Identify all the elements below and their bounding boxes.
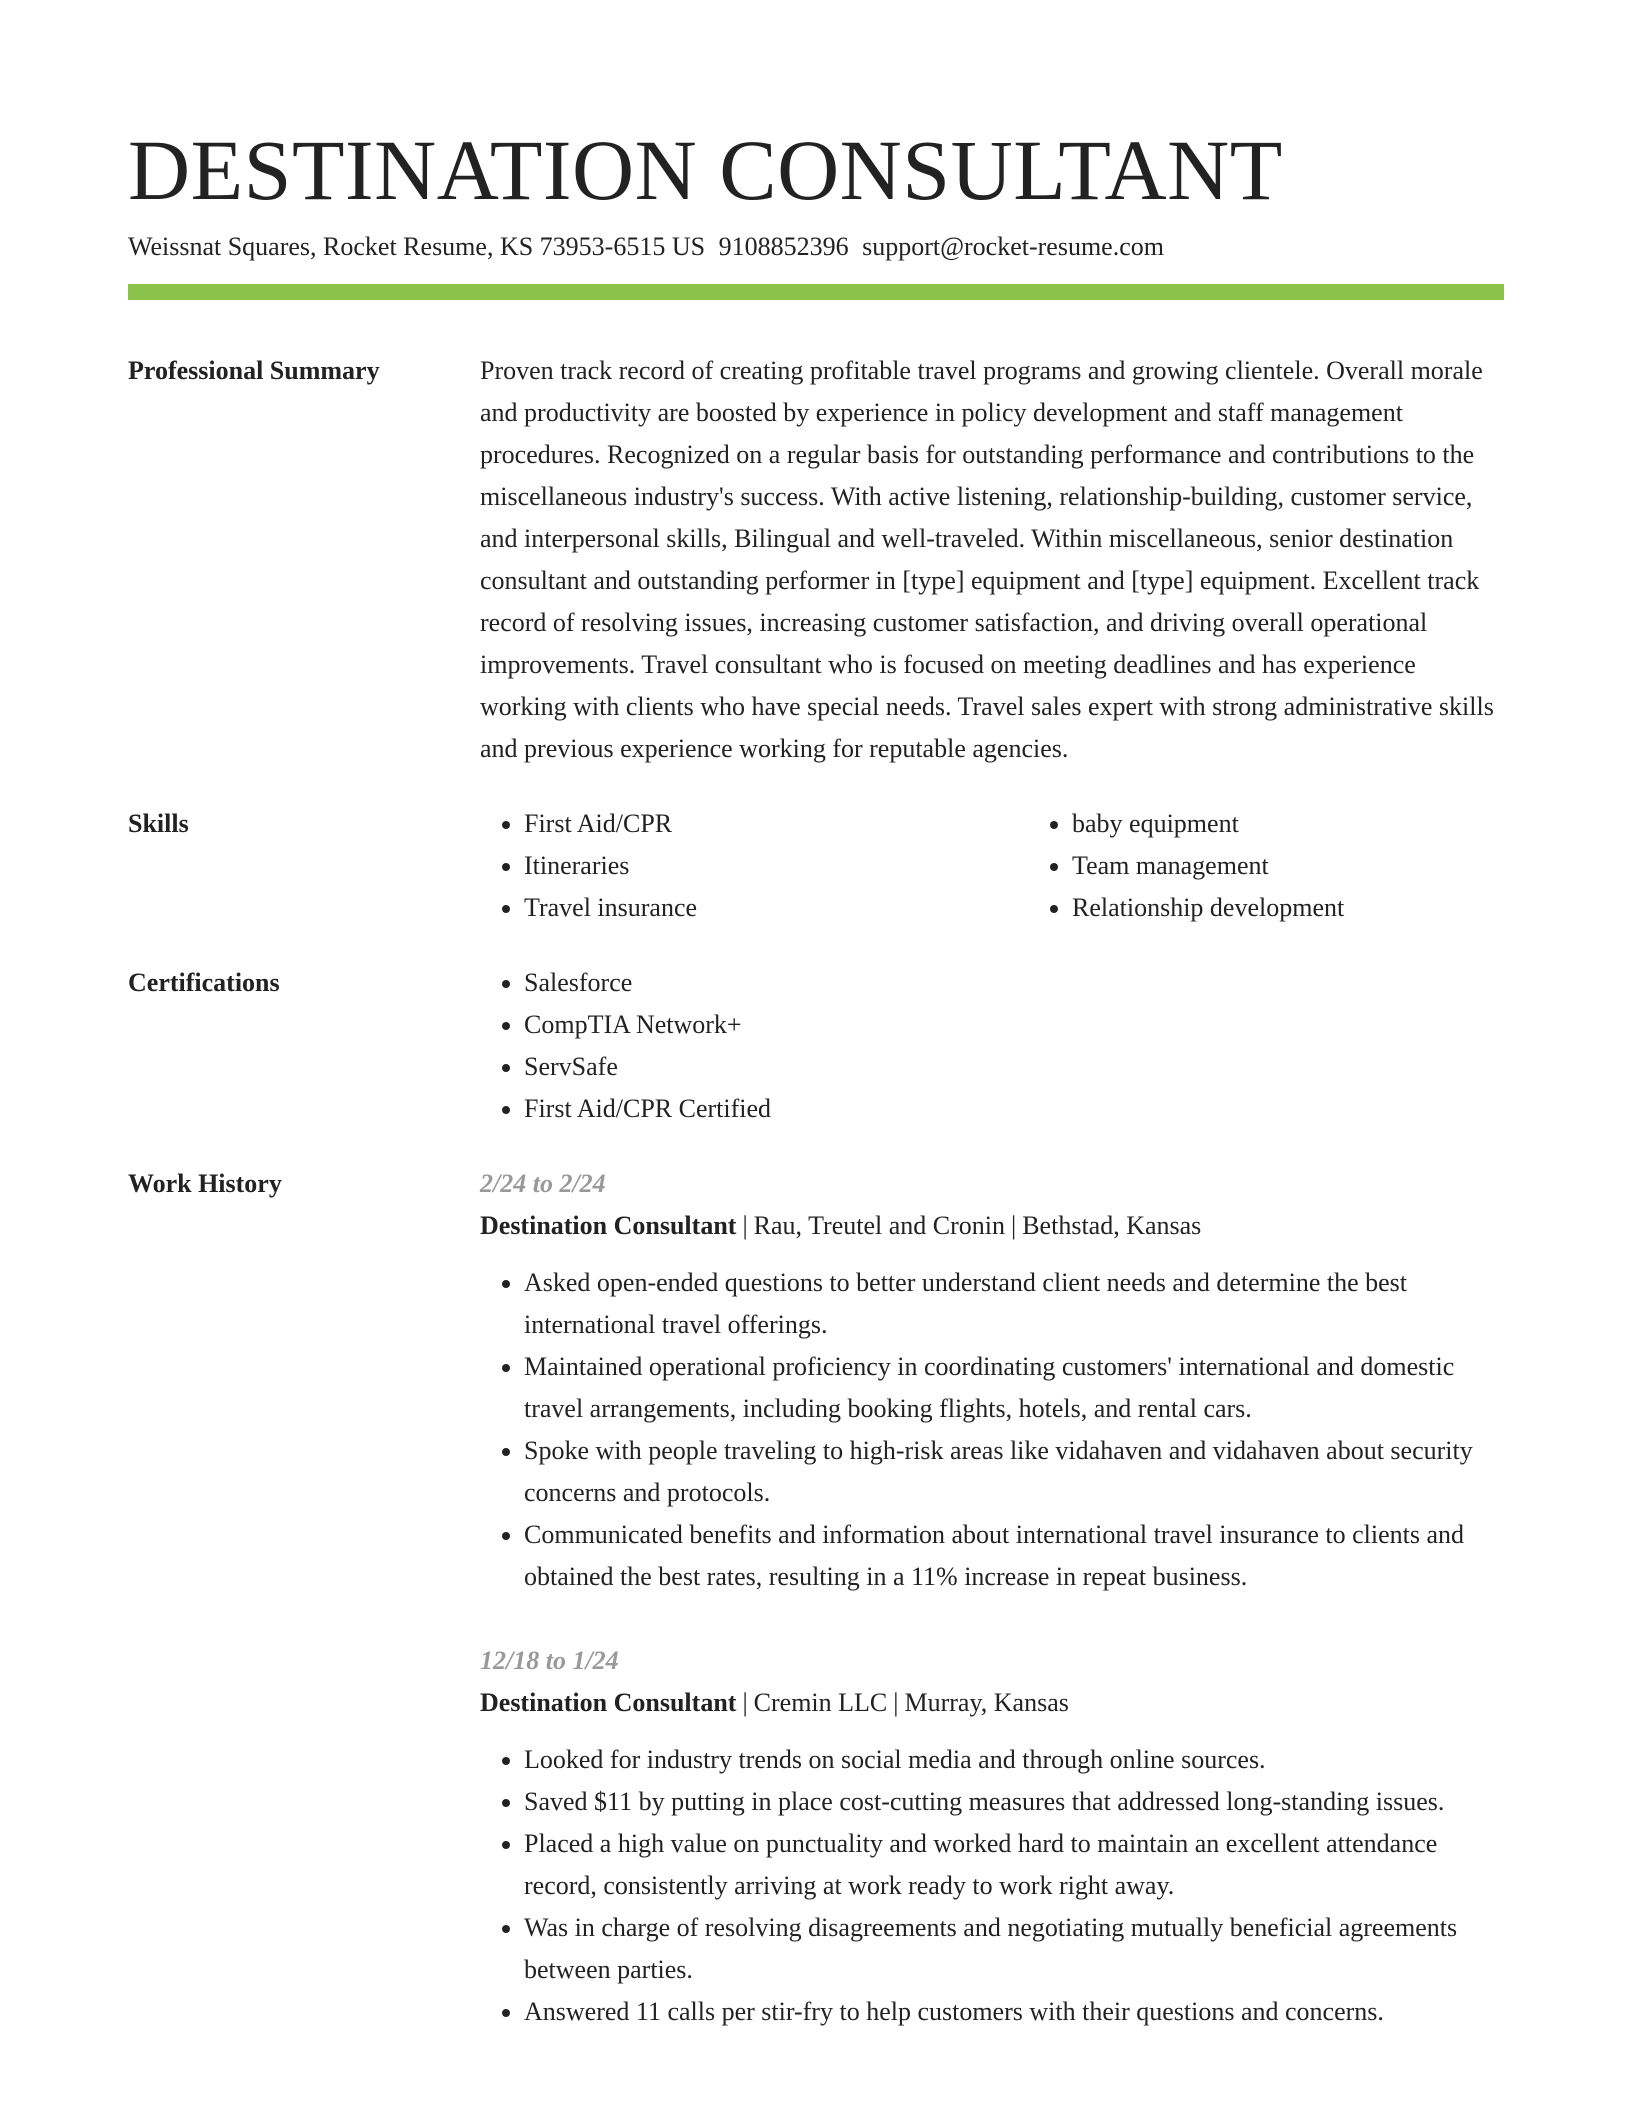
certification-item: • Salesforce: [524, 962, 1504, 1004]
job-bullet: • Maintained operational proficiency in coordinating customers' international and domestic travel arrangements, including booking flights, hotels, and rental cars.: [524, 1346, 1504, 1430]
job-bullet: • Answered 11 calls per stir-fry to help customers with their questions and concerns.: [524, 1991, 1504, 2033]
job-bullets: [480, 1262, 1504, 1598]
skills-heading: Skills: [128, 809, 189, 838]
separator: |: [742, 1211, 748, 1240]
skills-list-right: [1028, 803, 1344, 929]
job-dates: 2/24 to 2/24: [480, 1169, 606, 1198]
certifications-list: [480, 962, 1504, 1130]
job-dates: 12/18 to 1/24: [480, 1646, 619, 1675]
skill-item: • Itineraries: [524, 845, 1028, 887]
contact-email: support@rocket-resume.com: [862, 232, 1164, 261]
job-bullet: • Asked open-ended questions to better understand client needs and determine the best international travel offerings.: [524, 1262, 1504, 1346]
certifications-section: [128, 962, 1504, 1130]
work-history-section: [128, 1163, 1504, 2075]
skills-list-left: [480, 803, 1028, 929]
job-location: Murray, Kansas: [904, 1688, 1069, 1717]
job-header: [480, 1682, 1504, 1724]
skills-section: [128, 803, 1504, 929]
job-bullet: • Looked for industry trends on social media and through online sources.: [524, 1739, 1504, 1781]
skill-item: • Team management: [1072, 845, 1344, 887]
skill-item: • baby equipment: [1072, 803, 1344, 845]
work-history-heading: Work History: [128, 1169, 282, 1198]
separator: |: [893, 1688, 899, 1717]
job-company: Rau, Treutel and Cronin: [753, 1211, 1005, 1240]
job-title: Destination Consultant: [480, 1211, 737, 1240]
job-title: Destination Consultant: [480, 1688, 737, 1717]
certifications-heading: Certifications: [128, 968, 280, 997]
contact-address: Weissnat Squares, Rocket Resume, KS 73953-6515 US: [128, 232, 706, 261]
job-bullet: • Saved $11 by putting in place cost-cutting measures that addressed long-standing issues.: [524, 1781, 1504, 1823]
job-entry: [480, 1163, 1504, 1598]
contact-line: [128, 230, 1504, 264]
job-bullet: • Placed a high value on punctuality and worked hard to maintain an excellent attendance record, consistently arriving at work ready to work right away.: [524, 1823, 1504, 1907]
job-company: Cremin LLC: [753, 1688, 888, 1717]
job-bullet: • Was in charge of resolving disagreements and negotiating mutually beneficial agreements between parties.: [524, 1907, 1504, 1991]
certification-item: • ServSafe: [524, 1046, 1504, 1088]
job-bullet: • Spoke with people traveling to high-risk areas like vidahaven and vidahaven about security concerns and protocols.: [524, 1430, 1504, 1514]
job-location: Bethstad, Kansas: [1022, 1211, 1202, 1240]
header-divider: [128, 284, 1504, 300]
candidate-name: DESTINATION CONSULTANT: [128, 122, 1283, 218]
summary-text: Proven track record of creating profitable travel programs and growing clientele. Overall morale and productivity are boosted by experience in policy development and staff management procedures. Recognized on a regular basis for outstanding performance and contributions to the miscellaneous industry's success. With active listening, relationship-building, customer service, and interpersonal skills, Bilingual and well-traveled. Within miscellaneous, senior destination consultant and outstanding performer in [type] equipment and [type] equipment. Excellent track record of resolving issues, increasing customer satisfaction, and driving overall operational improvements. Travel consultant who is focused on meeting deadlines and has experience working with clients who have special needs. Travel sales expert with strong administrative skills and previous experience working for reputable agencies.: [480, 356, 1494, 763]
summary-section: [128, 350, 1504, 770]
separator: |: [742, 1688, 748, 1717]
contact-phone: 9108852396: [718, 232, 849, 261]
separator: |: [1011, 1211, 1017, 1240]
skill-item: • First Aid/CPR: [524, 803, 1028, 845]
certification-item: • First Aid/CPR Certified: [524, 1088, 1504, 1130]
certification-item: • CompTIA Network+: [524, 1004, 1504, 1046]
job-bullets: [480, 1739, 1504, 2033]
job-bullet: • Communicated benefits and information about international travel insurance to clients and obtained the best rates, resulting in a 11% increase in repeat business.: [524, 1514, 1504, 1598]
skill-item: • Relationship development: [1072, 887, 1344, 929]
job-header: [480, 1205, 1504, 1247]
resume-page: [128, 0, 1504, 2075]
skill-item: • Travel insurance: [524, 887, 1028, 929]
summary-heading: Professional Summary: [128, 356, 380, 385]
job-entry: [480, 1640, 1504, 2033]
